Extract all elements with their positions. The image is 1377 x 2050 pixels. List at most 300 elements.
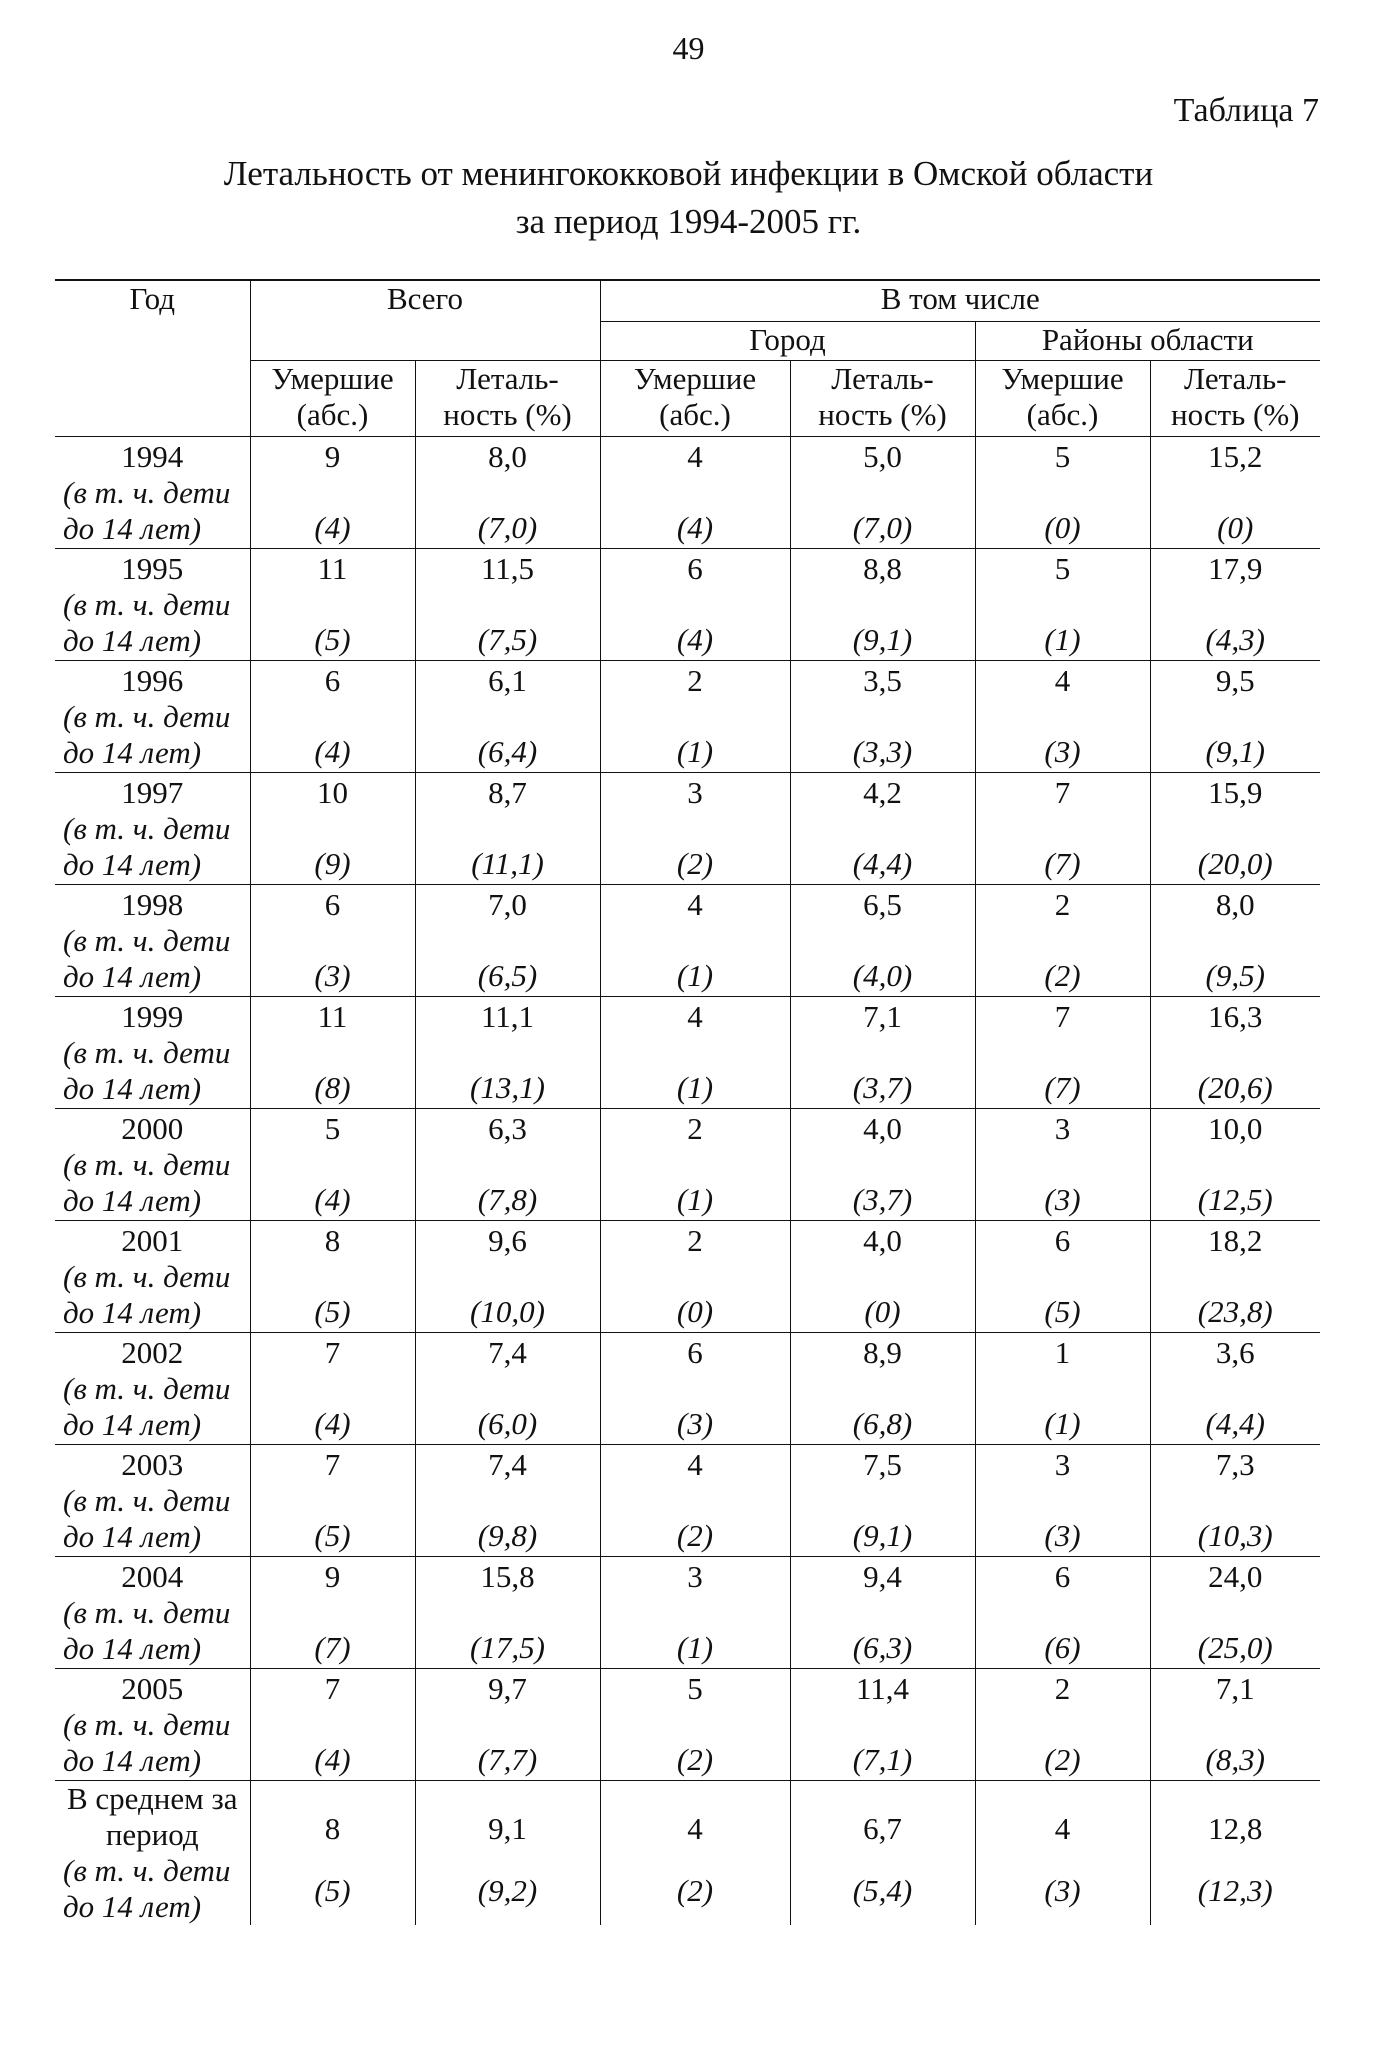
children-value: (4,4) — [852, 845, 913, 881]
average-label-line-2: период — [105, 1816, 199, 1852]
value-cell — [250, 660, 415, 772]
children-label-line-1: (в т. ч. дети — [63, 1370, 231, 1406]
children-value: (4) — [314, 1405, 351, 1441]
average-children-value: (5,4) — [852, 1872, 913, 1908]
average-value-cell — [415, 1780, 600, 1925]
subheader-total-lethality — [415, 360, 600, 436]
children-label-line-2: до 14 лет) — [63, 1518, 202, 1554]
children-label-line-2: до 14 лет) — [63, 1182, 202, 1218]
total-value: 6 — [1054, 1222, 1071, 1258]
children-label-line-1: (в т. ч. дети — [63, 1594, 231, 1630]
subheader-line-2: ность (%) — [818, 396, 947, 432]
total-value: 11 — [317, 998, 348, 1034]
total-value: 5 — [324, 1110, 341, 1146]
total-value: 8,0 — [1215, 886, 1255, 922]
value-cell — [250, 884, 415, 996]
value-cell — [975, 884, 1150, 996]
subheader-line-1: Леталь- — [1184, 360, 1287, 396]
value-cell — [975, 996, 1150, 1108]
value-cell — [975, 1668, 1150, 1780]
average-children-value: (3) — [1044, 1872, 1081, 1908]
table-row — [55, 1444, 1320, 1556]
children-value: (7,8) — [477, 1181, 538, 1217]
total-value: 2 — [687, 662, 703, 698]
year-value: 2004 — [121, 1558, 184, 1594]
value-cell — [415, 772, 600, 884]
value-cell — [250, 1108, 415, 1220]
children-label-line-2: до 14 лет) — [63, 1630, 202, 1666]
total-value: 24,0 — [1208, 1558, 1263, 1594]
year-cell — [55, 1668, 250, 1780]
value-cell — [415, 436, 600, 548]
page-number: 49 — [672, 30, 705, 66]
children-value: (7) — [314, 1629, 351, 1665]
children-value: (6,0) — [477, 1405, 538, 1441]
total-value: 7,1 — [863, 998, 902, 1034]
value-cell — [415, 1668, 600, 1780]
total-value: 18,2 — [1208, 1222, 1263, 1258]
value-cell — [975, 1556, 1150, 1668]
table-row — [55, 1108, 1320, 1220]
value-cell — [600, 1220, 790, 1332]
children-value: (11,1) — [471, 845, 544, 881]
children-value: (2) — [676, 845, 714, 881]
total-value: 6 — [324, 886, 341, 922]
total-value: 5 — [1054, 438, 1071, 474]
year-value: 1994 — [121, 438, 184, 474]
value-cell — [600, 1444, 790, 1556]
children-value: (0) — [1044, 509, 1081, 545]
average-total-value: 12,8 — [1208, 1810, 1263, 1846]
total-value: 4 — [1054, 662, 1071, 698]
header-including: В том числе — [600, 280, 1320, 321]
average-total-value: 6,7 — [863, 1810, 902, 1846]
children-value: (1) — [676, 1181, 714, 1217]
total-value: 7 — [324, 1334, 341, 1370]
total-value: 6,3 — [488, 1110, 527, 1146]
average-label-cell — [55, 1780, 250, 1925]
value-cell — [600, 660, 790, 772]
children-label-line-1: (в т. ч. дети — [63, 698, 231, 734]
average-total-value: 4 — [1054, 1810, 1071, 1846]
year-value: 2003 — [121, 1446, 184, 1482]
children-value: (7,0) — [477, 509, 538, 545]
table-row — [55, 1220, 1320, 1332]
total-value: 4,0 — [863, 1222, 902, 1258]
value-cell — [1150, 1556, 1320, 1668]
value-cell — [415, 660, 600, 772]
average-total-value: 4 — [687, 1810, 703, 1846]
children-value: (3,3) — [852, 733, 913, 769]
children-value: (8,3) — [1205, 1741, 1265, 1777]
subheader-line-1: Леталь- — [456, 360, 559, 396]
value-cell — [600, 772, 790, 884]
value-cell — [975, 1444, 1150, 1556]
children-value: (4,0) — [852, 957, 913, 993]
value-cell — [975, 660, 1150, 772]
children-value: (4) — [676, 509, 714, 545]
children-value: (7,5) — [477, 621, 538, 657]
total-value: 7 — [324, 1446, 341, 1482]
total-value: 7 — [324, 1670, 341, 1706]
average-row — [55, 1780, 1320, 1925]
children-label-line-2: до 14 лет) — [63, 846, 202, 882]
value-cell — [250, 1220, 415, 1332]
total-value: 9 — [324, 1558, 341, 1594]
header-year: Год — [55, 280, 250, 436]
children-value: (3,7) — [852, 1181, 913, 1217]
total-value: 9,5 — [1215, 662, 1255, 698]
subheader-line-1: Умершие — [271, 360, 394, 396]
children-value: (5) — [314, 1293, 351, 1329]
value-cell — [790, 996, 975, 1108]
children-value: (4) — [314, 509, 351, 545]
total-value: 4 — [687, 1446, 703, 1482]
children-value: (6,3) — [852, 1629, 913, 1665]
children-label-line-1: (в т. ч. дети — [63, 1034, 231, 1070]
subheader-districts-deaths — [975, 360, 1150, 436]
value-cell — [600, 436, 790, 548]
value-cell — [790, 436, 975, 548]
children-value: (2) — [676, 1517, 714, 1553]
children-value: (9,1) — [852, 621, 913, 657]
value-cell — [415, 1556, 600, 1668]
table-row — [55, 1556, 1320, 1668]
value-cell — [600, 1108, 790, 1220]
children-value: (9,5) — [1205, 957, 1265, 993]
value-cell — [790, 772, 975, 884]
children-value: (0) — [676, 1293, 714, 1329]
children-value: (3) — [1044, 1517, 1081, 1553]
total-value: 17,9 — [1208, 550, 1263, 586]
year-cell — [55, 1108, 250, 1220]
year-value: 2005 — [121, 1670, 184, 1706]
total-value: 9,7 — [488, 1670, 527, 1706]
children-label-line-1: (в т. ч. дети — [63, 586, 231, 622]
table-row — [55, 660, 1320, 772]
value-cell — [250, 436, 415, 548]
total-value: 6,1 — [488, 662, 527, 698]
value-cell — [1150, 1220, 1320, 1332]
children-value: (3) — [314, 957, 351, 993]
year-value: 1995 — [121, 550, 184, 586]
total-value: 4 — [687, 438, 703, 474]
children-label-line-2: до 14 лет) — [63, 1070, 202, 1106]
average-total-value: 8 — [324, 1810, 341, 1846]
children-value: (4) — [314, 1741, 351, 1777]
children-value: (25,0) — [1197, 1629, 1273, 1665]
children-value: (8) — [314, 1069, 351, 1105]
year-value: 1997 — [121, 774, 184, 810]
total-value: 4 — [687, 998, 703, 1034]
children-value: (10,0) — [470, 1293, 545, 1329]
value-cell — [1150, 548, 1320, 660]
value-cell — [1150, 1668, 1320, 1780]
children-value: (5) — [314, 621, 351, 657]
value-cell — [1150, 1332, 1320, 1444]
year-value: 1998 — [121, 886, 184, 922]
total-value: 11,5 — [480, 550, 535, 586]
children-label-line-1: (в т. ч. дети — [63, 1482, 231, 1518]
children-value: (1) — [676, 1629, 714, 1665]
total-value: 6 — [1054, 1558, 1071, 1594]
children-label-line-2: до 14 лет) — [63, 958, 202, 994]
value-cell — [600, 996, 790, 1108]
total-value: 11,1 — [480, 998, 535, 1034]
children-label-line-1: (в т. ч. дети — [63, 1258, 231, 1294]
average-value-cell — [975, 1780, 1150, 1925]
total-value: 2 — [1054, 1670, 1071, 1706]
subheader-districts-lethality — [1150, 360, 1320, 436]
value-cell — [250, 548, 415, 660]
value-cell — [1150, 436, 1320, 548]
average-value-cell — [1150, 1780, 1320, 1925]
total-value: 11,4 — [855, 1670, 910, 1706]
year-cell — [55, 1220, 250, 1332]
value-cell — [790, 1332, 975, 1444]
value-cell — [790, 1668, 975, 1780]
total-value: 2 — [687, 1110, 703, 1146]
average-value-cell — [250, 1780, 415, 1925]
total-value: 8,7 — [488, 774, 527, 810]
children-value: (4) — [314, 733, 351, 769]
year-value: 1996 — [121, 662, 184, 698]
children-value: (7) — [1044, 845, 1081, 881]
children-value: (9,1) — [852, 1517, 913, 1553]
children-label-line-1: (в т. ч. дети — [63, 1706, 231, 1742]
children-value: (9,1) — [1205, 733, 1265, 769]
subheader-city-deaths — [600, 360, 790, 436]
children-label-line-2: до 14 лет) — [63, 734, 202, 770]
children-value: (6) — [1044, 1629, 1081, 1665]
value-cell — [250, 1668, 415, 1780]
total-value: 6 — [687, 550, 703, 586]
subheader-line-2: (абс.) — [296, 396, 369, 432]
value-cell — [975, 772, 1150, 884]
total-value: 9 — [324, 438, 341, 474]
children-value: (2) — [1044, 1741, 1081, 1777]
children-value: (7,7) — [477, 1741, 538, 1777]
total-value: 8,8 — [863, 550, 902, 586]
lethality-table — [55, 279, 1320, 1925]
children-label-line-1: (в т. ч. дети — [63, 922, 231, 958]
children-value: (2) — [676, 1741, 714, 1777]
value-cell — [250, 772, 415, 884]
subheader-city-lethality — [790, 360, 975, 436]
value-cell — [975, 1108, 1150, 1220]
children-value: (5) — [1044, 1293, 1081, 1329]
table-row — [55, 1668, 1320, 1780]
value-cell — [250, 996, 415, 1108]
table-row — [55, 1332, 1320, 1444]
value-cell — [790, 1220, 975, 1332]
title-line-2: за период 1994-2005 гг. — [515, 202, 862, 241]
year-cell — [55, 772, 250, 884]
subheader-line-2: ность (%) — [443, 396, 572, 432]
total-value: 7,4 — [488, 1334, 527, 1370]
year-value: 1999 — [121, 998, 184, 1034]
value-cell — [1150, 772, 1320, 884]
children-value: (20,6) — [1197, 1069, 1273, 1105]
value-cell — [975, 548, 1150, 660]
children-label-line-1: (в т. ч. дети — [63, 1146, 231, 1182]
subheader-line-2: (абс.) — [659, 396, 731, 432]
total-value: 10 — [317, 774, 348, 810]
value-cell — [415, 1220, 600, 1332]
year-cell — [55, 996, 250, 1108]
children-value: (7,1) — [852, 1741, 913, 1777]
children-value: (7,0) — [852, 509, 913, 545]
value-cell — [415, 996, 600, 1108]
total-value: 7,4 — [488, 1446, 527, 1482]
children-value: (4,3) — [1205, 621, 1265, 657]
total-value: 11 — [317, 550, 348, 586]
total-value: 3 — [687, 774, 703, 810]
year-value: 2000 — [121, 1110, 184, 1146]
year-value: 2001 — [121, 1222, 184, 1258]
children-value: (1) — [676, 1069, 714, 1105]
children-value: (17,5) — [470, 1629, 545, 1665]
children-label-line-1: (в т. ч. дети — [63, 1852, 231, 1888]
value-cell — [1150, 1108, 1320, 1220]
children-value: (7) — [1044, 1069, 1081, 1105]
value-cell — [415, 1332, 600, 1444]
total-value: 7,0 — [488, 886, 527, 922]
value-cell — [415, 1444, 600, 1556]
total-value: 2 — [1054, 886, 1071, 922]
value-cell — [790, 1444, 975, 1556]
year-cell — [55, 1444, 250, 1556]
average-value-cell — [600, 1780, 790, 1925]
value-cell — [1150, 1444, 1320, 1556]
subheader-total-deaths — [250, 360, 415, 436]
children-value: (6,5) — [477, 957, 538, 993]
children-value: (2) — [1044, 957, 1081, 993]
total-value: 15,8 — [480, 1558, 535, 1594]
value-cell — [600, 884, 790, 996]
total-value: 4,2 — [863, 774, 902, 810]
children-label-line-2: до 14 лет) — [63, 1888, 202, 1924]
children-value: (6,8) — [852, 1405, 913, 1441]
value-cell — [1150, 996, 1320, 1108]
total-value: 4 — [687, 886, 703, 922]
year-cell — [55, 660, 250, 772]
children-value: (1) — [1044, 621, 1081, 657]
children-value: (5) — [314, 1517, 351, 1553]
average-children-value: (2) — [676, 1872, 714, 1908]
children-value: (3,7) — [852, 1069, 913, 1105]
average-children-value: (5) — [314, 1872, 351, 1908]
table-row — [55, 436, 1320, 548]
value-cell — [790, 1556, 975, 1668]
table-row — [55, 884, 1320, 996]
total-value: 15,2 — [1208, 438, 1263, 474]
header-total: Всего — [250, 280, 600, 360]
children-value: (1) — [1044, 1405, 1081, 1441]
value-cell — [790, 884, 975, 996]
children-value: (0) — [864, 1293, 901, 1329]
total-value: 3,5 — [863, 662, 902, 698]
header-districts: Районы области — [975, 321, 1320, 360]
table-row — [55, 996, 1320, 1108]
table-row — [55, 548, 1320, 660]
total-value: 6 — [687, 1334, 703, 1370]
table-title — [0, 150, 1377, 246]
children-value: (4,4) — [1205, 1405, 1265, 1441]
year-cell — [55, 548, 250, 660]
average-children-value: (9,2) — [477, 1872, 538, 1908]
value-cell — [1150, 884, 1320, 996]
year-cell — [55, 436, 250, 548]
value-cell — [250, 1556, 415, 1668]
children-label-line-2: до 14 лет) — [63, 622, 202, 658]
children-label-line-1: (в т. ч. дети — [63, 810, 231, 846]
total-value: 7,3 — [1215, 1446, 1255, 1482]
year-cell — [55, 884, 250, 996]
title-line-1: Летальность от менингококковой инфекции в Омской области — [223, 154, 1154, 193]
value-cell — [790, 660, 975, 772]
year-value: 2002 — [121, 1334, 184, 1370]
table-row — [55, 772, 1320, 884]
children-value: (10,3) — [1197, 1517, 1273, 1553]
children-value: (1) — [676, 957, 714, 993]
header-city: Город — [600, 321, 975, 360]
table-label: Таблица 7 — [1173, 92, 1319, 129]
children-value: (4) — [314, 1181, 351, 1217]
total-value: 7,1 — [1215, 1670, 1255, 1706]
total-value: 8,9 — [863, 1334, 902, 1370]
value-cell — [600, 1332, 790, 1444]
total-value: 1 — [1054, 1334, 1071, 1370]
year-cell — [55, 1556, 250, 1668]
children-value: (1) — [676, 733, 714, 769]
total-value: 6,5 — [863, 886, 902, 922]
value-cell — [600, 548, 790, 660]
total-value: 9,4 — [863, 1558, 902, 1594]
total-value: 9,6 — [488, 1222, 527, 1258]
total-value: 16,3 — [1208, 998, 1263, 1034]
subheader-line-1: Умершие — [1001, 360, 1124, 396]
year-cell — [55, 1332, 250, 1444]
total-value: 2 — [687, 1222, 703, 1258]
children-value: (9) — [314, 845, 351, 881]
children-value: (12,5) — [1197, 1181, 1273, 1217]
value-cell — [975, 1220, 1150, 1332]
children-value: (3) — [1044, 733, 1081, 769]
children-value: (20,0) — [1197, 845, 1273, 881]
value-cell — [790, 548, 975, 660]
total-value: 7 — [1054, 998, 1071, 1034]
subheader-line-1: Умершие — [633, 360, 757, 396]
value-cell — [975, 1332, 1150, 1444]
total-value: 7 — [1054, 774, 1071, 810]
children-value: (6,4) — [477, 733, 538, 769]
total-value: 5,0 — [863, 438, 902, 474]
average-children-value: (12,3) — [1197, 1872, 1273, 1908]
children-label-line-2: до 14 лет) — [63, 1406, 202, 1442]
children-value: (3) — [1044, 1181, 1081, 1217]
total-value: 5 — [1054, 550, 1071, 586]
value-cell — [415, 1108, 600, 1220]
children-label-line-1: (в т. ч. дети — [63, 474, 231, 510]
children-value: (4) — [676, 621, 714, 657]
subheader-line-2: (абс.) — [1026, 396, 1099, 432]
value-cell — [600, 1668, 790, 1780]
total-value: 8,0 — [488, 438, 527, 474]
children-value: (0) — [1217, 509, 1254, 545]
total-value: 3,6 — [1215, 1334, 1255, 1370]
value-cell — [250, 1444, 415, 1556]
